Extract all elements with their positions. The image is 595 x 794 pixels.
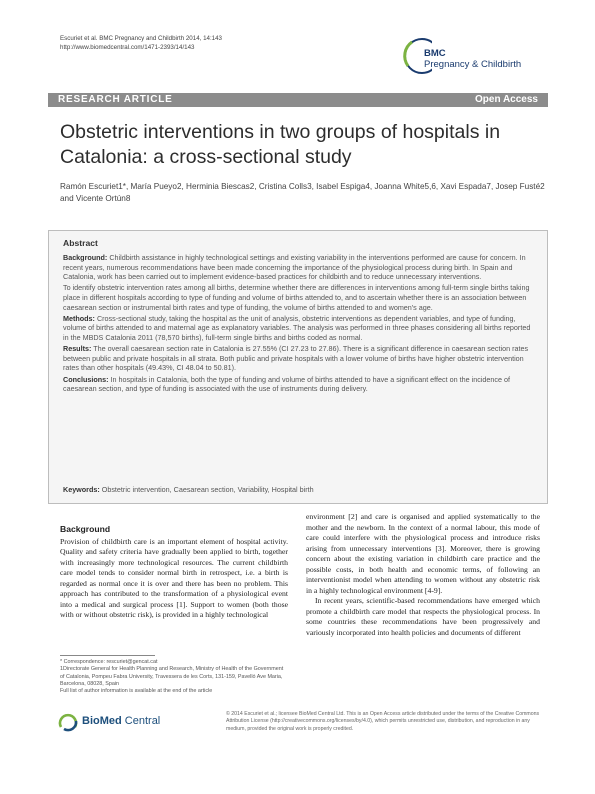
body-column-right — [306, 512, 540, 638]
body-paragraph: In recent years, scientific-based recommendations have emerged which promote a childbirth care model that respects the physiological process. In some countries these recommendations have been progressively and variously incorporated into health policies and documents of different — [306, 596, 540, 637]
journal-logo-name: Pregnancy & Childbirth — [424, 59, 522, 70]
article-type-banner — [48, 93, 548, 107]
background-label: Background: — [63, 253, 108, 262]
publisher-logo — [58, 712, 168, 732]
citation — [60, 34, 222, 52]
license-statement: © 2014 Escuriet et al.; licensee BioMed Central Ltd. This is an Open Access article distributed under the terms of the Creative Commons Attribution License (http://creativecommons.org/licenses/by/4.0), which permits unrestricted use, distribution, and reproduction in any medium, provided the original work is properly credited. — [226, 711, 540, 732]
article-type-label: RESEARCH ARTICLE — [58, 94, 173, 105]
footnotes — [60, 659, 288, 695]
abstract-heading: Abstract — [63, 238, 98, 248]
correspondence-note: * Correspondence: rescuriet@gencat.cat — [60, 659, 158, 665]
abstract-conclusions — [63, 375, 535, 394]
journal-logo — [402, 36, 552, 82]
keywords-text: Obstetric intervention, Caesarean section, Variability, Hospital birth — [101, 485, 314, 494]
author-info-note: Full list of author information is available at the end of the article — [60, 688, 213, 695]
conclusions-label: Conclusions: — [63, 374, 109, 384]
publisher-name-rest: Central — [121, 715, 161, 727]
footnote-divider — [60, 655, 155, 656]
biomed-central-logo-icon — [58, 712, 80, 732]
abstract-box — [48, 230, 548, 504]
body-paragraph: Provision of childbirth care is an important element of hospital activity. Quality and safety criteria have gradually been applied to birth, together with increasingly more technological resources. The current childbirth care model tends to consider normal birth in retrospect, i.e. a birth is regarded as normal once it is over and there has been no problem. This approach has contributed to the transformation of a physiological event into a medical and surgical process [1]. Support to women (both those with or without obstetric risk), is provided in a highly technological — [60, 536, 288, 619]
results-label: Results: — [63, 344, 92, 354]
journal-logo-bmc: BMC — [424, 48, 446, 59]
author-list: Ramón Escuriet1*, María Pueyo2, Herminia Biescas2, Cristina Colls3, Isabel Espiga4, Joanna White5,6, Xavi Espada7, Josep Fusté2 and Vicente Ortún8 — [60, 182, 545, 203]
abstract-body — [63, 253, 535, 395]
abstract-keywords — [63, 485, 314, 494]
body-column-left — [60, 524, 288, 621]
abstract-background — [63, 253, 535, 282]
publisher-name-bold: BioMed — [82, 715, 122, 727]
open-access-label: Open Access — [475, 94, 538, 105]
abstract-results — [63, 344, 535, 373]
section-heading-background: Background — [60, 524, 111, 534]
citation-url[interactable]: http://www.biomedcentral.com/1471-2393/14/143 — [60, 44, 195, 51]
keywords-label: Keywords: — [63, 485, 100, 494]
abstract-methods — [63, 314, 535, 343]
citation-line1: Escuriet et al. BMC Pregnancy and Childbirth 2014, 14:143 — [60, 35, 222, 42]
conclusions-text: In hospitals in Catalonia, both the type of funding and volume of births attended to have a significant effect on the incidence of caesarean section, and type of funding is associated with the use of instruments during delivery. — [63, 374, 510, 394]
methods-label: Methods: — [63, 313, 95, 323]
publisher-name — [82, 715, 160, 727]
abstract-background-aims: To identify obstetric intervention rates among all births, determine whether there are differences in interventions among full-term single births taking place in different hospitals according to type of funding and volume of births attended to, and to ascertain whether there is an association between caesarean section or instrumental birth rates and type of funding, the volume of births attended to and women's age. — [63, 283, 530, 312]
body-paragraph: environment [2] and care is organised and applied systematically to the mother and the newborn. In the context of a normal labour, this mode of care could interfere with the physiological process and introduce risks arising from unnecessary interventions [3]. Moreover, there is growing concern about the existing variation in childbirth care practice and the possible costs, in both health and economic terms, of following an interventionist model when attending to women without any obstetric risk in a highly technological environment [4-9]. — [306, 512, 540, 595]
article-title: Obstetric interventions in two groups of hospitals in Catalonia: a cross-sectional study — [60, 121, 501, 168]
methods-text: Cross-sectional study, taking the hospital as the unit of analysis, obstetric interventions as dependent variables, and type of funding, volume of births attended to and maternal age as explanatory variables. The analysis was performed in three phases considering all births reported in the MBDS Catalonia 2011 (78,570 births), full-term single births and births coded as normal. — [63, 313, 531, 342]
background-text: Childbirth assistance in highly technological settings and existing variability in the interventions performed are cause for concern. In recent years, numerous recommendations have been made concerning the importance of the physiological process during birth. In Spain and Catalonia, work has been carried out to implement evidence-based practices for childbirth and to reduce unnecessary interventions. — [63, 253, 526, 282]
results-text: The overall caesarean section rate in Catalonia is 27.55% (CI 27.23 to 27.86). There is a significant difference in caesarean section rates between public and private hospitals in all strata. Both public and private hospitals with a lower volume of births have higher obstetric intervention rates than other hospitals (49.43%, CI 48.04 to 50.81). — [63, 344, 529, 373]
affiliation-note: 1Directorate General for Health Planning and Research, Ministry of Health of the Government of Catalonia, Pompeu Fabra University, Travessera de les Corts, 131-159, Pavelló Ave Maria, Barcelona, 08028, Spain — [60, 666, 284, 687]
